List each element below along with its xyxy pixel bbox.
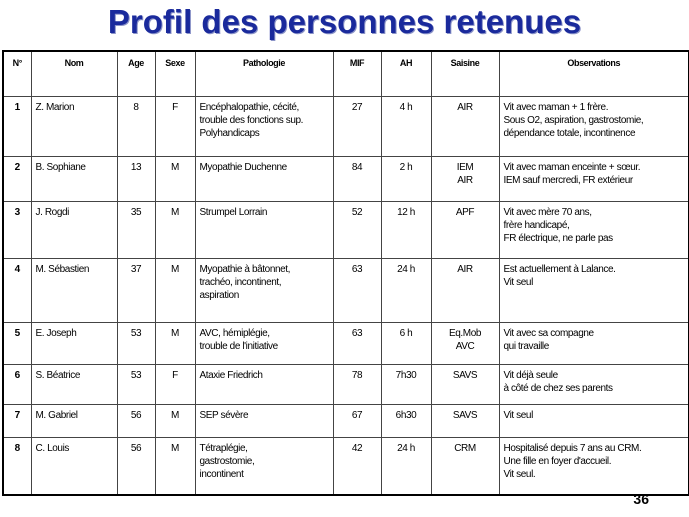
cell-pathologie: Encéphalopathie, cécité, trouble des fonctions sup. Polyhandicaps xyxy=(195,96,333,156)
cell-pathologie: AVC, hémiplégie, trouble de l'initiative xyxy=(195,322,333,364)
cell-sexe: M xyxy=(155,437,195,495)
cell-pathologie: Ataxie Friedrich xyxy=(195,364,333,404)
cell-age: 13 xyxy=(117,156,155,201)
table-row xyxy=(3,364,689,404)
cell-pathologie: Strumpel Lorrain xyxy=(195,201,333,258)
cell-nom: M. Sébastien xyxy=(31,258,117,322)
cell-mif: 52 xyxy=(333,201,381,258)
cell-nom: E. Joseph xyxy=(31,322,117,364)
cell-observations: Vit avec sa compagne qui travaille xyxy=(499,322,689,364)
cell-observations: Est actuellement à Lalance. Vit seul xyxy=(499,258,689,322)
page-number: 36 xyxy=(633,491,649,507)
cell-ah: 24 h xyxy=(381,437,431,495)
header-sexe: Sexe xyxy=(155,51,195,96)
cell-observations: Vit avec mère 70 ans, frère handicapé, FR électrique, ne parle pas xyxy=(499,201,689,258)
cell-ah: 4 h xyxy=(381,96,431,156)
cell-nom: S. Béatrice xyxy=(31,364,117,404)
cell-mif: 63 xyxy=(333,322,381,364)
cell-observations: Vit avec maman enceinte + sœur. IEM sauf mercredi, FR extérieur xyxy=(499,156,689,201)
cell-ah: 12 h xyxy=(381,201,431,258)
cell-sexe: M xyxy=(155,156,195,201)
cell-age: 56 xyxy=(117,404,155,437)
table-row xyxy=(3,437,689,495)
cell-age: 53 xyxy=(117,322,155,364)
cell-saisine: SAVS xyxy=(431,404,499,437)
cell-mif: 67 xyxy=(333,404,381,437)
cell-num: 6 xyxy=(3,364,31,404)
header-nom: Nom xyxy=(31,51,117,96)
header-pathologie: Pathologie xyxy=(195,51,333,96)
cell-num: 7 xyxy=(3,404,31,437)
cell-nom: B. Sophiane xyxy=(31,156,117,201)
cell-ah: 24 h xyxy=(381,258,431,322)
cell-nom: M. Gabriel xyxy=(31,404,117,437)
cell-nom: C. Louis xyxy=(31,437,117,495)
table-row xyxy=(3,201,689,258)
cell-sexe: M xyxy=(155,201,195,258)
table-row xyxy=(3,404,689,437)
cell-num: 5 xyxy=(3,322,31,364)
cell-sexe: M xyxy=(155,322,195,364)
cell-num: 4 xyxy=(3,258,31,322)
cell-saisine: IEM AIR xyxy=(431,156,499,201)
cell-ah: 6h30 xyxy=(381,404,431,437)
cell-nom: J. Rogdi xyxy=(31,201,117,258)
table-header-row xyxy=(3,51,689,96)
cell-age: 35 xyxy=(117,201,155,258)
table-row xyxy=(3,156,689,201)
cell-mif: 63 xyxy=(333,258,381,322)
cell-sexe: F xyxy=(155,96,195,156)
cell-mif: 27 xyxy=(333,96,381,156)
cell-ah: 6 h xyxy=(381,322,431,364)
cell-ah: 7h30 xyxy=(381,364,431,404)
cell-num: 8 xyxy=(3,437,31,495)
header-ah: AH xyxy=(381,51,431,96)
cell-sexe: M xyxy=(155,258,195,322)
cell-pathologie: Myopathie Duchenne xyxy=(195,156,333,201)
cell-age: 56 xyxy=(117,437,155,495)
cell-num: 3 xyxy=(3,201,31,258)
cell-saisine: Eq.Mob AVC xyxy=(431,322,499,364)
cell-observations: Vit avec maman + 1 frère. Sous O2, aspiration, gastrostomie, dépendance totale, incontinence xyxy=(499,96,689,156)
cell-sexe: M xyxy=(155,404,195,437)
cell-mif: 42 xyxy=(333,437,381,495)
table-row xyxy=(3,96,689,156)
header-num: N° xyxy=(3,51,31,96)
header-saisine: Saisine xyxy=(431,51,499,96)
cell-observations: Hospitalisé depuis 7 ans au CRM. Une fille en foyer d'accueil. Vit seul. xyxy=(499,437,689,495)
cell-saisine: AIR xyxy=(431,258,499,322)
header-observations: Observations xyxy=(499,51,689,96)
table-row xyxy=(3,258,689,322)
cell-age: 37 xyxy=(117,258,155,322)
cell-saisine: APF xyxy=(431,201,499,258)
cell-observations: Vit seul xyxy=(499,404,689,437)
cell-pathologie: Tétraplégie, gastrostomie, incontinent xyxy=(195,437,333,495)
table-row xyxy=(3,322,689,364)
cell-pathologie: Myopathie à bâtonnet, trachéo, incontinent, aspiration xyxy=(195,258,333,322)
cell-age: 53 xyxy=(117,364,155,404)
cell-mif: 78 xyxy=(333,364,381,404)
cell-ah: 2 h xyxy=(381,156,431,201)
cell-num: 1 xyxy=(3,96,31,156)
cell-age: 8 xyxy=(117,96,155,156)
cell-saisine: AIR xyxy=(431,96,499,156)
patients-table xyxy=(2,50,689,496)
cell-saisine: CRM xyxy=(431,437,499,495)
cell-mif: 84 xyxy=(333,156,381,201)
cell-nom: Z. Marion xyxy=(31,96,117,156)
cell-observations: Vit déjà seule à côté de chez ses parents xyxy=(499,364,689,404)
header-age: Age xyxy=(117,51,155,96)
cell-sexe: F xyxy=(155,364,195,404)
page-title: Profil des personnes retenues xyxy=(107,3,582,40)
cell-saisine: SAVS xyxy=(431,364,499,404)
header-mif: MIF xyxy=(333,51,381,96)
cell-num: 2 xyxy=(3,156,31,201)
cell-pathologie: SEP sévère xyxy=(195,404,333,437)
